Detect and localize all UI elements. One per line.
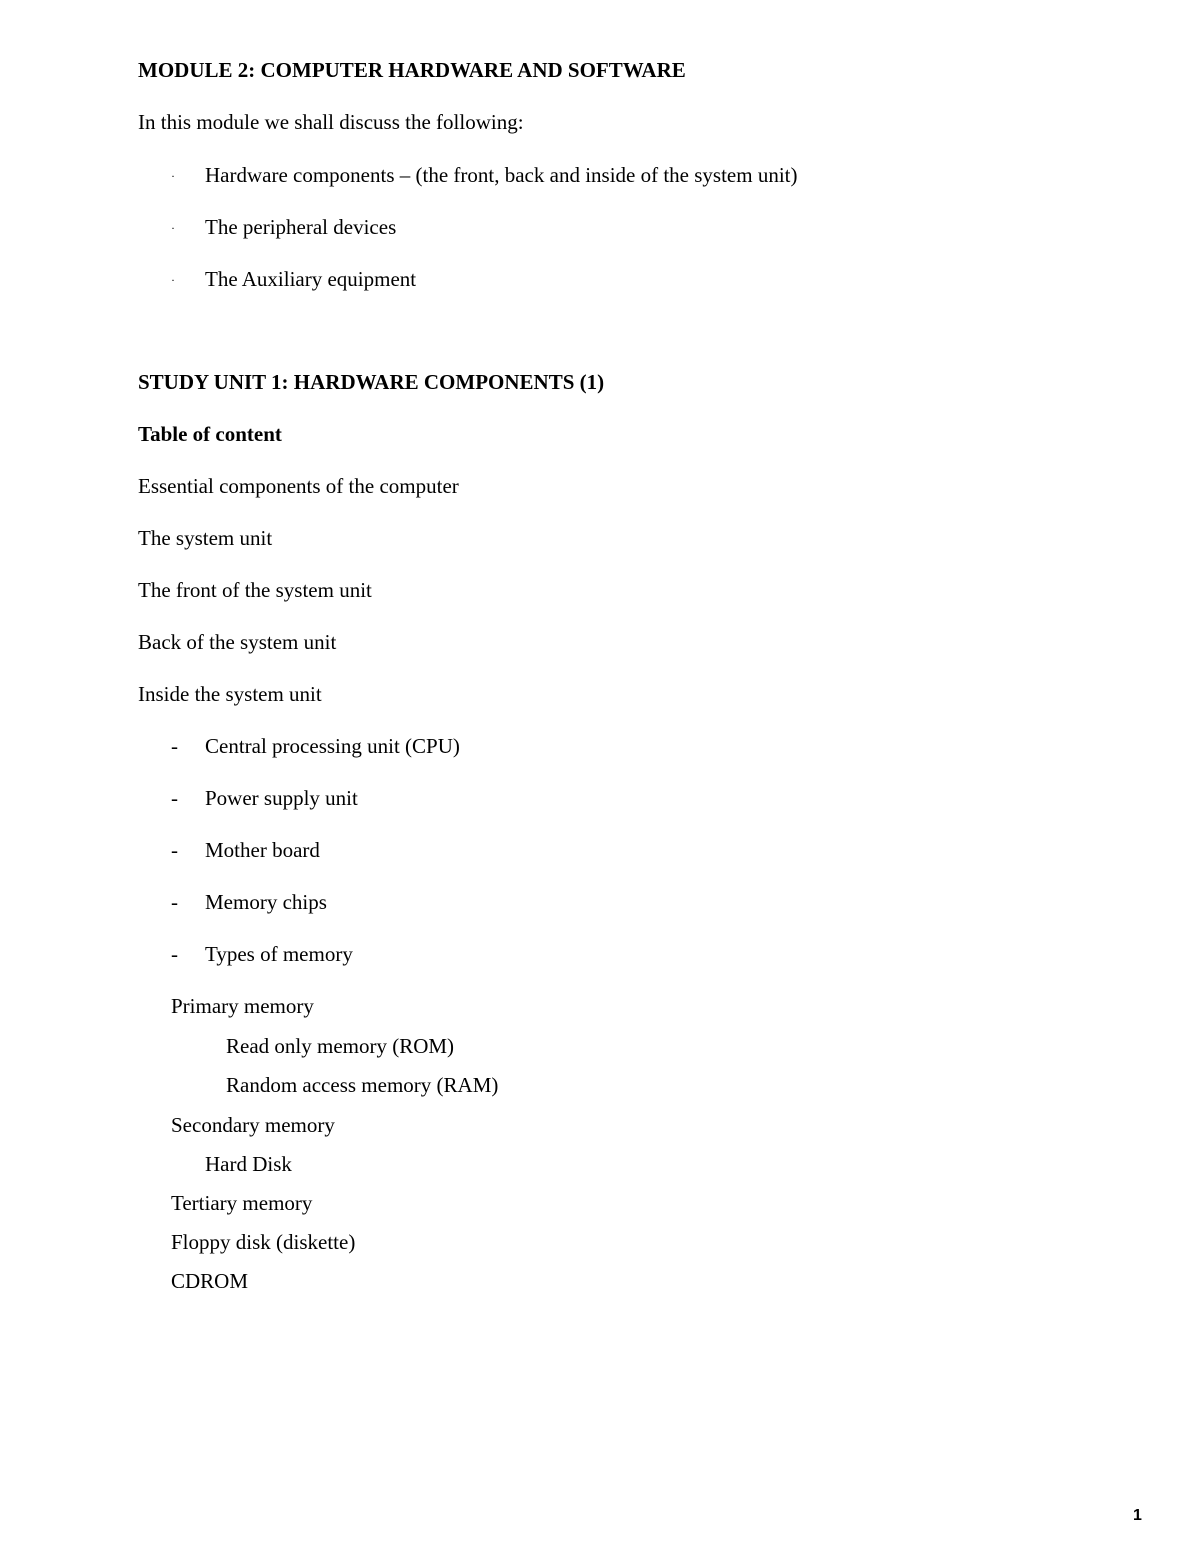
toc-item: The front of the system unit: [138, 578, 372, 602]
list-item: Memory chips: [205, 890, 327, 914]
list-item: Hardware components – (the front, back and inside of the system unit): [205, 163, 798, 187]
list-item: The Auxiliary equipment: [205, 267, 417, 291]
page-number: 1: [1133, 1507, 1142, 1524]
list-item: Floppy disk (diskette): [171, 1230, 356, 1254]
bullet-marker: ·: [171, 169, 175, 183]
toc-item: Essential components of the computer: [138, 474, 459, 498]
list-item: Types of memory: [205, 942, 353, 966]
dash-marker: -: [171, 942, 178, 966]
bullet-marker: ·: [171, 221, 175, 235]
dash-marker: -: [171, 734, 178, 758]
dash-marker: -: [171, 890, 178, 914]
list-item: Central processing unit (CPU): [205, 734, 460, 758]
toc-item: Back of the system unit: [138, 630, 337, 654]
list-item: CDROM: [171, 1269, 249, 1293]
toc-heading: Table of content: [138, 422, 282, 446]
toc-item: Inside the system unit: [138, 682, 322, 706]
module-title: MODULE 2: COMPUTER HARDWARE AND SOFTWARE: [138, 58, 686, 82]
module-intro: In this module we shall discuss the following:: [138, 110, 524, 134]
study-unit-title: STUDY UNIT 1: HARDWARE COMPONENTS (1): [138, 370, 605, 394]
toc-item: The system unit: [138, 526, 273, 550]
tertiary-memory-label: Tertiary memory: [171, 1191, 313, 1215]
list-item: Random access memory (RAM): [226, 1073, 499, 1097]
list-item: Hard Disk: [205, 1152, 292, 1176]
list-item: Mother board: [205, 838, 320, 862]
list-item: Read only memory (ROM): [226, 1034, 455, 1058]
dash-marker: -: [171, 786, 178, 810]
primary-memory-label: Primary memory: [171, 994, 314, 1018]
list-item: Power supply unit: [205, 786, 358, 810]
bullet-marker: ·: [171, 273, 175, 287]
secondary-memory-label: Secondary memory: [171, 1113, 335, 1137]
dash-marker: -: [171, 838, 178, 862]
list-item: The peripheral devices: [205, 215, 397, 239]
